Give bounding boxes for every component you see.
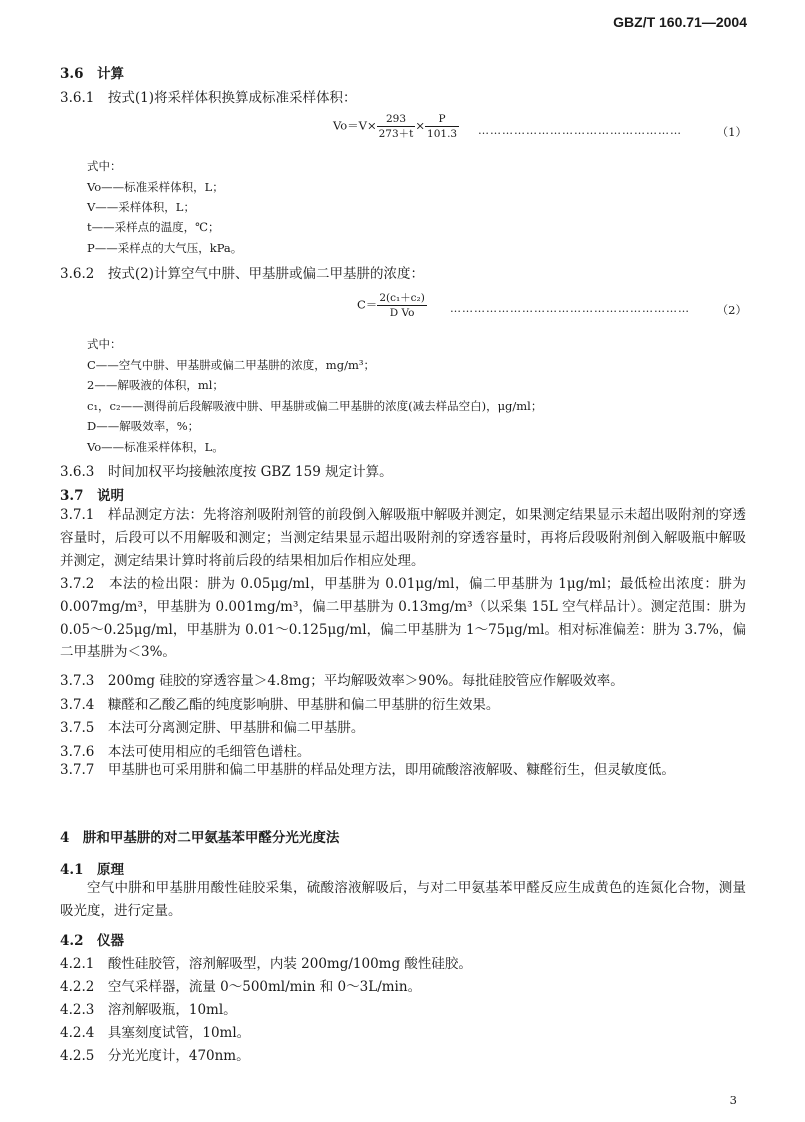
where2-item: Vo——标准采样体积，L。 [87, 440, 224, 454]
heading-4-1: 4.1 原理 [60, 862, 124, 878]
equation-1 [333, 112, 459, 141]
clause-3-6-2: 3.6.2 按式(2)计算空气中肼、甲基肼或偏二甲基肼的浓度： [60, 266, 424, 282]
eq1-leader-dots: …………………………………………… [478, 124, 682, 137]
clause-3-6-3: 3.6.3 时间加权平均接触浓度按 GBZ 159 规定计算。 [60, 464, 393, 480]
heading-3-7: 3.7 说明 [60, 488, 124, 504]
clause-4-2-5: 4.2.5 分光光度计，470nm。 [60, 1048, 250, 1064]
eq1-frac2-denominator: 101.3 [427, 128, 458, 140]
principle-paragraph: 空气中肼和甲基肼用酸性硅胶采集，硫酸溶液解吸后，与对二甲氨基苯甲醛反应生成黄色的连氮化合物，测量吸光度，进行定量。 [60, 880, 746, 919]
eq1-frac2-numerator: P [425, 112, 459, 127]
clause-3-7-7: 3.7.7 甲基肼也可采用肼和偏二甲基肼的样品处理方法，即用硫酸溶液解吸、糠醛衍生，但灵敏度低。 [60, 762, 675, 778]
eq2-leader-dots: …………………………………………………… [450, 302, 690, 315]
eq1-frac1-numerator: 293 [377, 112, 416, 127]
eq2-left: C＝ [357, 297, 378, 312]
where1-item: P——采样点的大气压，kPa。 [87, 241, 243, 255]
where2-item: 2——解吸液的体积，ml； [87, 378, 224, 392]
where1-item: t——采样点的温度，℃； [87, 220, 220, 234]
eq1-frac1-denominator: 273＋t [378, 128, 414, 140]
page-number: 3 [729, 1093, 737, 1107]
clause-3-7-6: 3.7.6 本法可使用相应的毛细管色谱柱。 [60, 744, 311, 760]
where2-item: D——解吸效率，%； [87, 419, 200, 433]
clause-3-7-1: 3.7.1 样品测定方法：先将溶剂吸附剂管的前段倒入解吸瓶中解吸并测定，如果测定结果显示未超出吸附剂的穿透容量时，后段可以不用解吸和测定；当测定结果显示超出吸附剂的穿透容量时，再将后段吸附剂倒入解吸瓶中解吸并测定，测定结果计算时将前后段的结果相加后作相应处理。 [60, 507, 746, 569]
clause-3-7-2: 3.7.2 本法的检出限：肼为 0.05μg/ml，甲基肼为 0.01μg/ml，偏二甲基肼为 1μg/ml；最低检出浓度：肼为 0.007mg/m³，甲基肼为 0.001mg/m³，偏二甲基肼为 0.13mg/m³（以采集 15L 空气样品计）。测定范围：肼为 0.05～0.25μg/ml，甲基肼为 0.01～0.125μg/ml，偏二甲基肼为 1～75μg/ml。相对标准偏差：肼为 3.7%，偏二甲基肼为＜3%。 [60, 576, 746, 661]
eq1-fraction-1 [377, 112, 416, 141]
eq2-fraction [377, 291, 427, 320]
eq1-fraction-2 [425, 112, 459, 141]
where1-item: Vo——标准采样体积，L； [87, 180, 224, 194]
where-label-1: 式中： [87, 159, 122, 173]
eq1-left: Vo＝V× [333, 118, 377, 133]
clause-3-7-3: 3.7.3 200mg 硅胶的穿透容量＞4.8mg；平均解吸效率＞90%。每批硅胶管应作解吸效率。 [60, 673, 624, 689]
eq2-frac-numerator: 2(c₁＋c₂) [379, 292, 425, 304]
clause-4-2-3: 4.2.3 溶剂解吸瓶，10ml。 [60, 1002, 237, 1018]
heading-4-2: 4.2 仪器 [60, 933, 124, 949]
standard-code: GBZ/T 160.71—2004 [613, 14, 747, 30]
where-label-2: 式中： [87, 337, 122, 351]
clause-4-2-1: 4.2.1 酸性硅胶管，溶剂解吸型，内装 200mg/100mg 酸性硅胶。 [60, 956, 472, 972]
clause-3-7-5: 3.7.5 本法可分离测定肼、甲基肼和偏二甲基肼。 [60, 720, 365, 736]
where2-item: c₁，c₂——测得前后段解吸液中肼、甲基肼或偏二甲基肼的浓度(减去样品空白)，μg/ml； [87, 399, 543, 413]
eq2-frac-denominator: D Vo [389, 307, 415, 319]
eq1-times: × [415, 118, 426, 133]
clause-4-2-2: 4.2.2 空气采样器，流量 0～500ml/min 和 0～3L/min。 [60, 979, 422, 995]
heading-3-6: 3.6 计算 [60, 66, 124, 82]
equation-2 [357, 291, 427, 320]
clause-3-6-1: 3.6.1 按式(1)将采样体积换算成标准采样体积： [60, 90, 357, 106]
eq2-number: （2） [716, 303, 747, 317]
where1-item: V——采样体积，L； [87, 200, 195, 214]
where2-item: C——空气中肼、甲基肼或偏二甲基肼的浓度，mg/m³； [87, 358, 375, 372]
clause-4-2-4: 4.2.4 具塞刻度试管，10ml。 [60, 1025, 251, 1041]
clause-3-7-4: 3.7.4 糠醛和乙酸乙酯的纯度影响肼、甲基肼和偏二甲基肼的衍生效果。 [60, 697, 500, 713]
eq1-number: （1） [716, 125, 747, 139]
heading-4: 4 肼和甲基肼的对二甲氨基苯甲醛分光光度法 [60, 830, 340, 846]
